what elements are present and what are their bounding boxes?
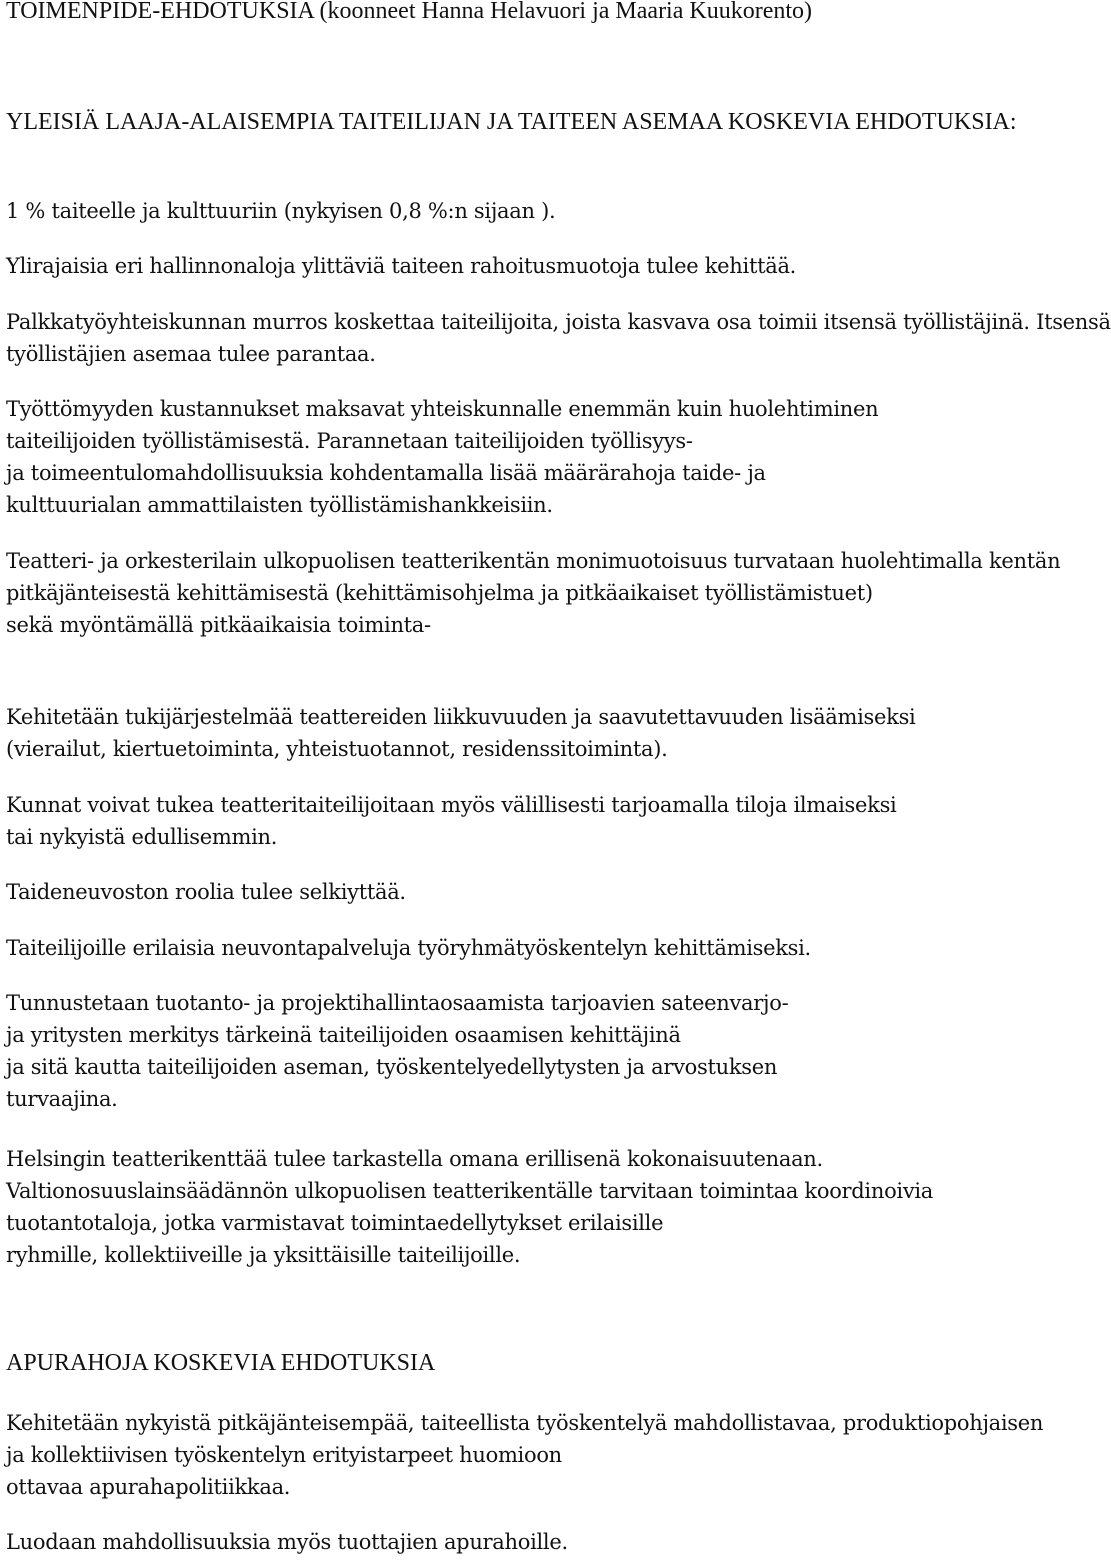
paragraph	[6, 196, 555, 226]
document-title	[6, 0, 812, 26]
section1-heading	[6, 107, 1017, 137]
paragraph-line: ja yritysten merkitys tärkeinä taiteilijoiden osaamisen kehittäjinä	[6, 1023, 681, 1047]
paragraph-cont	[6, 1176, 933, 1206]
paragraph-text: Taiteilijoille erilaisia neuvontapalveluja työryhmätyöskentelyn kehittämiseksi.	[6, 936, 811, 960]
paragraph-cont	[6, 1472, 290, 1502]
paragraph-line: (vierailut, kiertuetoiminta, yhteistuotannot, residenssitoiminta).	[6, 737, 668, 761]
paragraph-line: ja toimeentulomahdollisuuksia kohdentamalla lisää määrärahoja taide- ja	[6, 461, 766, 485]
paragraph-line: taiteilijoiden työllistämisestä. Parannetaan taiteilijoiden työllisyys-	[6, 429, 693, 453]
paragraph-cont	[6, 578, 873, 608]
paragraph-text: Ylirajaisia eri hallinnonaloja ylittäviä taiteen rahoitusmuotoja tulee kehittää.	[6, 254, 797, 278]
paragraph	[6, 1527, 568, 1557]
paragraph-line: Valtionosuuslainsäädännön ulkopuolisen teatterikentälle tarvitaan toimintaa koordinoivia	[6, 1179, 934, 1203]
paragraph-line: turvaajina.	[6, 1087, 118, 1111]
paragraph-cont	[6, 822, 277, 852]
paragraph-line: Helsingin teatterikenttää tulee tarkastella omana erillisenä kokonaisuutenaan.	[6, 1147, 823, 1171]
paragraph-line: Tunnustetaan tuotanto- ja projektihallintaosaamista tarjoavien sateenvarjo-	[6, 991, 789, 1015]
paragraph-line: ja sitä kautta taiteilijoiden aseman, työskentelyedellytysten ja arvostuksen	[6, 1055, 778, 1079]
paragraph-cont	[6, 610, 431, 640]
paragraph-line: Kehitetään nykyistä pitkäjänteisempää, taiteellista työskentelyä mahdollistavaa, produktiopohjaisen	[6, 1411, 1044, 1435]
paragraph	[6, 933, 811, 963]
paragraph	[6, 307, 1111, 337]
paragraph	[6, 394, 878, 424]
paragraph	[6, 877, 406, 907]
paragraph-cont	[6, 458, 766, 488]
paragraph	[6, 702, 915, 732]
paragraph-line: ja kollektiivisen työskentelyn erityistarpeet huomioon	[6, 1443, 562, 1467]
paragraph-line: tai nykyistä edullisemmin.	[6, 825, 278, 849]
paragraph-cont	[6, 1084, 118, 1114]
paragraph-line: Kunnat voivat tukea teatteritaiteilijoitaan myös välillisesti tarjoamalla tiloja ilmaiseksi	[6, 793, 897, 817]
paragraph	[6, 546, 1060, 576]
paragraph-cont	[6, 490, 553, 520]
paragraph-line: kulttuurialan ammattilaisten työllistämishankkeisiin.	[6, 493, 553, 517]
paragraph-line: Palkkatyöyhteiskunnan murros koskettaa taiteilijoita, joista kasvava osa toimii itsensä työllistäjinä. Itsensä	[6, 310, 1111, 334]
paragraph-line: Kehitetään tukijärjestelmää teattereiden liikkuvuuden ja saavutettavuuden lisäämiseksi	[6, 705, 916, 729]
paragraph-cont	[6, 1240, 520, 1270]
paragraph	[6, 251, 796, 281]
paragraph-line: ottavaa apurahapolitiikkaa.	[6, 1475, 291, 1499]
paragraph-cont	[6, 1020, 681, 1050]
paragraph-text: Taideneuvoston roolia tulee selkiyttää.	[6, 880, 406, 904]
paragraph-line: työllistäjien asemaa tulee parantaa.	[6, 342, 376, 366]
paragraph-text: 1 % taiteelle ja kulttuuriin (nykyisen 0,8 %:n sijaan ).	[6, 199, 556, 223]
title-text: TOIMENPIDE-EHDOTUKSIA (koonneet Hanna Helavuori ja Maaria Kuukorento)	[6, 0, 813, 24]
heading-line: YLEISIÄ LAAJA-ALAISEMPIA TAITEILIJAN JA TAITEEN ASEMAA KOSKEVIA EHDOTUKSIA:	[6, 109, 1017, 135]
paragraph-text: Luodaan mahdollisuuksia myös tuottajien apurahoille.	[6, 1530, 568, 1554]
paragraph-line: sekä myöntämällä pitkäaikaisia toiminta-	[6, 613, 431, 637]
paragraph-line: tuotantotaloja, jotka varmistavat toimintaedellytykset erilaisille	[6, 1211, 664, 1235]
paragraph-cont	[6, 734, 667, 764]
paragraph-cont	[6, 339, 376, 369]
paragraph	[6, 1144, 823, 1174]
paragraph-line: Teatteri- ja orkesterilain ulkopuolisen teatterikentän monimuotoisuus turvataan huolehtimalla kentän	[6, 549, 1061, 573]
paragraph	[6, 790, 896, 820]
heading-text: APURAHOJA KOSKEVIA EHDOTUKSIA	[6, 1350, 436, 1376]
paragraph-line: Työttömyyden kustannukset maksavat yhteiskunnalle enemmän kuin huolehtiminen	[6, 397, 879, 421]
paragraph-line: pitkäjänteisestä kehittämisestä (kehittämisohjelma ja pitkäaikaiset työllistämistuet)	[6, 581, 873, 605]
section2-heading	[6, 1348, 435, 1378]
paragraph-cont	[6, 1440, 562, 1470]
paragraph-cont	[6, 1052, 777, 1082]
paragraph-cont	[6, 1208, 663, 1238]
paragraph	[6, 1408, 1043, 1438]
paragraph-line: ryhmille, kollektiiveille ja yksittäisille taiteilijoille.	[6, 1243, 521, 1267]
paragraph	[6, 988, 788, 1018]
paragraph-cont	[6, 426, 693, 456]
